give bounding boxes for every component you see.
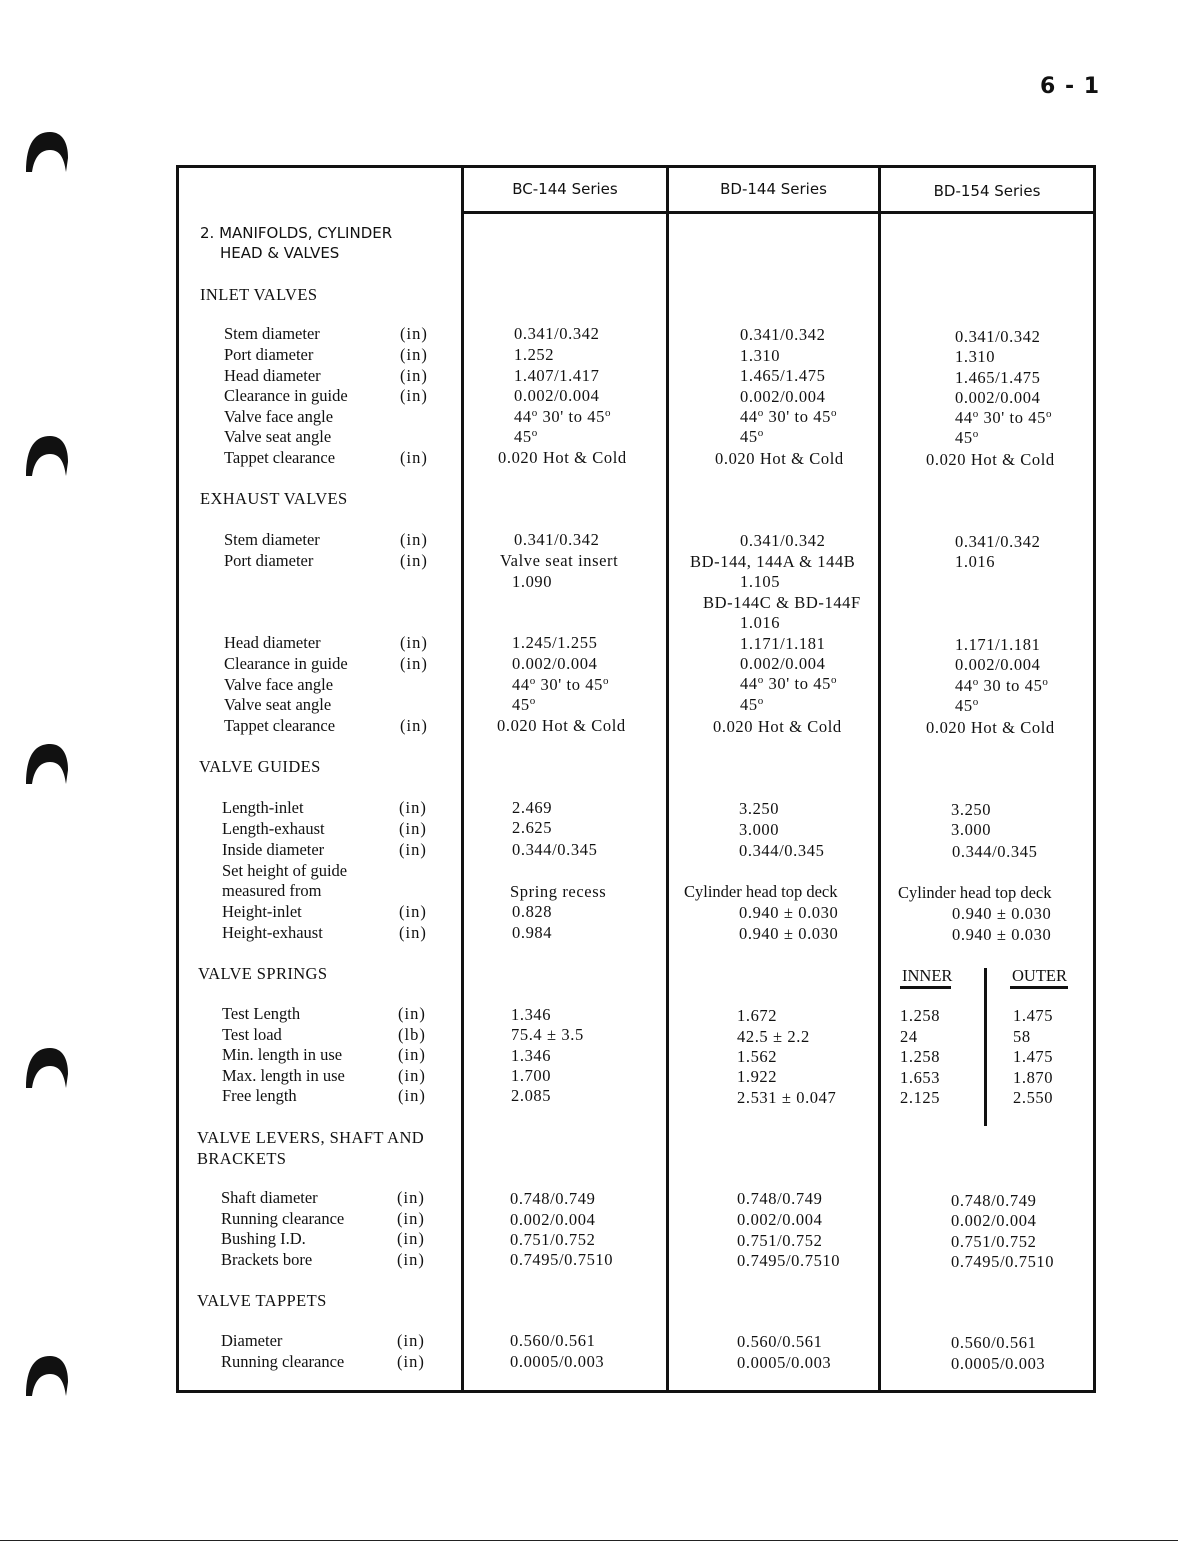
value-cell: 0.984 [512, 923, 553, 942]
unit: (in) [397, 1188, 425, 1207]
row-label: Length-inlet [222, 798, 304, 817]
row-label: Test Length [222, 1004, 301, 1023]
row-label: Head diameter [224, 633, 321, 652]
unit: (in) [397, 1229, 425, 1248]
column-divider [666, 165, 669, 1393]
row-label: Valve seat angle [224, 695, 332, 714]
row-label: Head diameter [224, 366, 321, 385]
section-title: 2. MANIFOLDS, CYLINDER [200, 224, 393, 242]
value-cell: 24 [900, 1027, 918, 1046]
value-cell: 1.346 [511, 1005, 552, 1024]
value-cell: 0.560/0.561 [510, 1331, 596, 1350]
underline [1010, 986, 1068, 989]
value-cell: 1.016 [740, 613, 781, 632]
value-cell: 1.465/1.475 [740, 366, 826, 385]
value-cell: 1.310 [740, 346, 781, 365]
unit: (in) [399, 798, 427, 817]
row-label: Max. length in use [222, 1066, 345, 1085]
value-cell: 75.4 ± 3.5 [511, 1025, 584, 1044]
value-cell: 0.940 ± 0.030 [739, 903, 839, 922]
row-label: Bushing I.D. [221, 1229, 306, 1248]
value-cell: 0.751/0.752 [510, 1230, 596, 1249]
value-cell: 2.125 [900, 1088, 941, 1107]
value-cell: 45$^o$ [514, 427, 538, 446]
value-cell: 0.002/0.004 [740, 654, 826, 673]
value-cell: 44$^o$ 30' to 45$^o$ [512, 675, 610, 694]
value-cell: 0.020 Hot & Cold [926, 718, 1055, 737]
column-divider [878, 165, 881, 1393]
spring-column-divider [984, 968, 987, 1126]
row-label: Inside diameter [222, 840, 325, 859]
heading-valve-levers: VALVE LEVERS, SHAFT AND [197, 1128, 425, 1147]
value-cell: 0.341/0.342 [955, 532, 1041, 551]
row-label: Brackets bore [221, 1250, 313, 1269]
value-cell: 45$^o$ [955, 428, 979, 447]
value-cell: 0.560/0.561 [951, 1333, 1037, 1352]
value-cell: 1.475 [1013, 1006, 1054, 1025]
value-cell: Cylinder head top deck [898, 883, 1052, 902]
value-cell: 45$^o$ [740, 427, 764, 446]
value-cell: 45$^o$ [740, 695, 764, 714]
heading-valve-springs: VALVE SPRINGS [198, 964, 328, 983]
value-cell: 0.341/0.342 [514, 530, 600, 549]
unit: (in) [400, 324, 428, 343]
value-cell: 1.346 [511, 1046, 552, 1065]
value-cell: 1.672 [737, 1006, 778, 1025]
row-label: Valve face angle [224, 407, 334, 426]
value-cell: 44$^o$ 30' to 45$^o$ [740, 674, 838, 693]
value-cell: 0.020 Hot & Cold [713, 717, 842, 736]
row-label: Tappet clearance [224, 448, 336, 467]
row-label: Port diameter [224, 345, 314, 364]
punch-hole-icon [22, 128, 70, 184]
value-cell: 0.002/0.004 [955, 655, 1041, 674]
row-label: measured from [222, 881, 322, 900]
value-cell: 1.653 [900, 1068, 941, 1087]
row-label: Running clearance [221, 1352, 345, 1371]
value-cell: 1.171/1.181 [740, 634, 826, 653]
value-cell: 0.020 Hot & Cold [497, 716, 626, 735]
value-cell: 0.002/0.004 [512, 654, 598, 673]
row-label: Port diameter [224, 551, 314, 570]
value-cell: 1.310 [955, 347, 996, 366]
value-cell: 1.105 [740, 572, 781, 591]
value-cell: BD-144C & BD-144F [703, 593, 861, 612]
value-cell: 0.002/0.004 [740, 387, 826, 406]
unit: (in) [397, 1250, 425, 1269]
value-cell: 0.341/0.342 [740, 531, 826, 550]
value-cell: 2.085 [511, 1086, 552, 1105]
value-cell: 0.344/0.345 [512, 840, 598, 859]
value-cell: 0.020 Hot & Cold [926, 450, 1055, 469]
value-cell: 1.252 [514, 345, 555, 364]
value-cell: 1.922 [737, 1067, 778, 1086]
value-cell: 0.0005/0.003 [951, 1354, 1046, 1373]
unit: (in) [400, 366, 428, 385]
underline [900, 986, 951, 989]
value-cell: 1.475 [1013, 1047, 1054, 1066]
unit: (in) [400, 345, 428, 364]
row-label: Test load [222, 1025, 282, 1044]
value-cell: 2.550 [1013, 1088, 1054, 1107]
section-title: HEAD & VALVES [220, 244, 340, 262]
row-label: Tappet clearance [224, 716, 336, 735]
value-cell: 1.465/1.475 [955, 368, 1041, 387]
value-cell: 44$^o$ 30 to 45$^o$ [955, 676, 1049, 695]
unit: (in) [400, 386, 428, 405]
unit: (in) [398, 1086, 426, 1105]
row-label: Set height of guide [222, 861, 348, 880]
value-cell: 44$^o$ 30' to 45$^o$ [740, 407, 838, 426]
punch-hole-icon [22, 1352, 70, 1408]
value-cell: 0.7495/0.7510 [951, 1252, 1055, 1271]
unit: (in) [397, 1209, 425, 1228]
column-header-bd144: BD-144 Series [720, 180, 827, 198]
row-label: Diameter [221, 1331, 283, 1350]
value-cell: Valve seat insert [500, 551, 619, 570]
value-cell: 42.5 ± 2.2 [737, 1027, 810, 1046]
unit: (in) [398, 1066, 426, 1085]
unit: (in) [400, 716, 428, 735]
value-cell: 1.171/1.181 [955, 635, 1041, 654]
unit: (in) [400, 633, 428, 652]
column-header-bc144: BC-144 Series [512, 180, 618, 198]
heading-inlet-valves: INLET VALVES [200, 285, 318, 304]
punch-hole-icon [22, 1044, 70, 1100]
heading-valve-levers: BRACKETS [197, 1149, 287, 1168]
value-cell: 58 [1013, 1027, 1031, 1046]
spring-outer-header: OUTER [1012, 966, 1067, 985]
row-label: Height-inlet [222, 902, 302, 921]
row-label: Length-exhaust [222, 819, 325, 838]
value-cell: 0.751/0.752 [737, 1231, 823, 1250]
value-cell: 3.250 [739, 799, 780, 818]
value-cell: 1.562 [737, 1047, 778, 1066]
value-cell: 0.751/0.752 [951, 1232, 1037, 1251]
value-cell: 2.531 ± 0.047 [737, 1088, 837, 1107]
footer-rule [0, 1540, 1178, 1541]
value-cell: 0.828 [512, 902, 553, 921]
value-cell: 0.002/0.004 [737, 1210, 823, 1229]
value-cell: 0.748/0.749 [737, 1189, 823, 1208]
unit: (in) [400, 551, 428, 570]
punch-hole-icon [22, 432, 70, 488]
unit: (lb) [398, 1025, 426, 1044]
row-label: Valve seat angle [224, 427, 332, 446]
row-label: Stem diameter [224, 530, 320, 549]
unit: (in) [399, 923, 427, 942]
value-cell: 1.870 [1013, 1068, 1054, 1087]
value-cell: 1.258 [900, 1006, 941, 1025]
value-cell: 0.0005/0.003 [737, 1353, 832, 1372]
row-label: Stem diameter [224, 324, 320, 343]
value-cell: 0.020 Hot & Cold [715, 449, 844, 468]
unit: (in) [398, 1045, 426, 1064]
value-cell: BD-144, 144A & 144B [690, 552, 856, 571]
value-cell: 0.002/0.004 [955, 388, 1041, 407]
value-cell: 44$^o$ 30' to 45$^o$ [514, 407, 612, 426]
row-label: Min. length in use [222, 1045, 343, 1064]
value-cell: 1.016 [955, 552, 996, 571]
value-cell: Cylinder head top deck [684, 882, 838, 901]
value-cell: 2.625 [512, 818, 553, 837]
value-cell: 1.090 [512, 572, 553, 591]
value-cell: 0.341/0.342 [740, 325, 826, 344]
punch-hole-icon [22, 740, 70, 796]
column-divider [461, 165, 464, 1393]
value-cell: 0.560/0.561 [737, 1332, 823, 1351]
unit: (in) [397, 1331, 425, 1350]
value-cell: 0.0005/0.003 [510, 1352, 605, 1371]
value-cell: 45$^o$ [512, 695, 536, 714]
column-header-bd154: BD-154 Series [933, 182, 1041, 200]
value-cell: 0.7495/0.7510 [510, 1250, 614, 1269]
unit: (in) [400, 448, 428, 467]
header-divider [461, 211, 1096, 214]
value-cell: 0.020 Hot & Cold [498, 448, 627, 467]
value-cell: 3.000 [739, 820, 780, 839]
value-cell: 1.700 [511, 1066, 552, 1085]
value-cell: 0.341/0.342 [955, 327, 1041, 346]
row-label: Clearance in guide [224, 386, 348, 405]
value-cell: 0.341/0.342 [514, 324, 600, 343]
unit: (in) [399, 840, 427, 859]
spring-inner-header: INNER [902, 966, 953, 985]
unit: (in) [400, 654, 428, 673]
row-label: Free length [222, 1086, 297, 1105]
unit: (in) [398, 1004, 426, 1023]
unit: (in) [399, 902, 427, 921]
row-label: Clearance in guide [224, 654, 348, 673]
value-cell: 0.748/0.749 [951, 1191, 1037, 1210]
value-cell: Spring recess [510, 882, 607, 901]
value-cell: 1.258 [900, 1047, 941, 1066]
value-cell: 1.245/1.255 [512, 633, 598, 652]
row-label: Valve face angle [224, 675, 334, 694]
value-cell: 0.7495/0.7510 [737, 1251, 841, 1270]
value-cell: 0.344/0.345 [739, 841, 825, 860]
value-cell: 0.002/0.004 [951, 1211, 1037, 1230]
value-cell: 44$^o$ 30' to 45$^o$ [955, 408, 1053, 427]
value-cell: 0.002/0.004 [514, 386, 600, 405]
value-cell: 0.002/0.004 [510, 1210, 596, 1229]
value-cell: 45$^o$ [955, 696, 979, 715]
value-cell: 1.407/1.417 [514, 366, 600, 385]
heading-exhaust-valves: EXHAUST VALVES [200, 489, 348, 508]
page-number: 6 - 1 [1040, 74, 1101, 99]
value-cell: 0.940 ± 0.030 [952, 925, 1052, 944]
value-cell: 3.250 [951, 800, 992, 819]
value-cell: 0.344/0.345 [952, 842, 1038, 861]
heading-valve-guides: VALVE GUIDES [199, 757, 321, 776]
unit: (in) [399, 819, 427, 838]
unit: (in) [400, 530, 428, 549]
heading-valve-tappets: VALVE TAPPETS [197, 1291, 327, 1310]
value-cell: 0.940 ± 0.030 [952, 904, 1052, 923]
value-cell: 3.000 [951, 820, 992, 839]
row-label: Running clearance [221, 1209, 345, 1228]
value-cell: 2.469 [512, 798, 553, 817]
value-cell: 0.748/0.749 [510, 1189, 596, 1208]
unit: (in) [397, 1352, 425, 1371]
row-label: Height-exhaust [222, 923, 323, 942]
value-cell: 0.940 ± 0.030 [739, 924, 839, 943]
row-label: Shaft diameter [221, 1188, 318, 1207]
